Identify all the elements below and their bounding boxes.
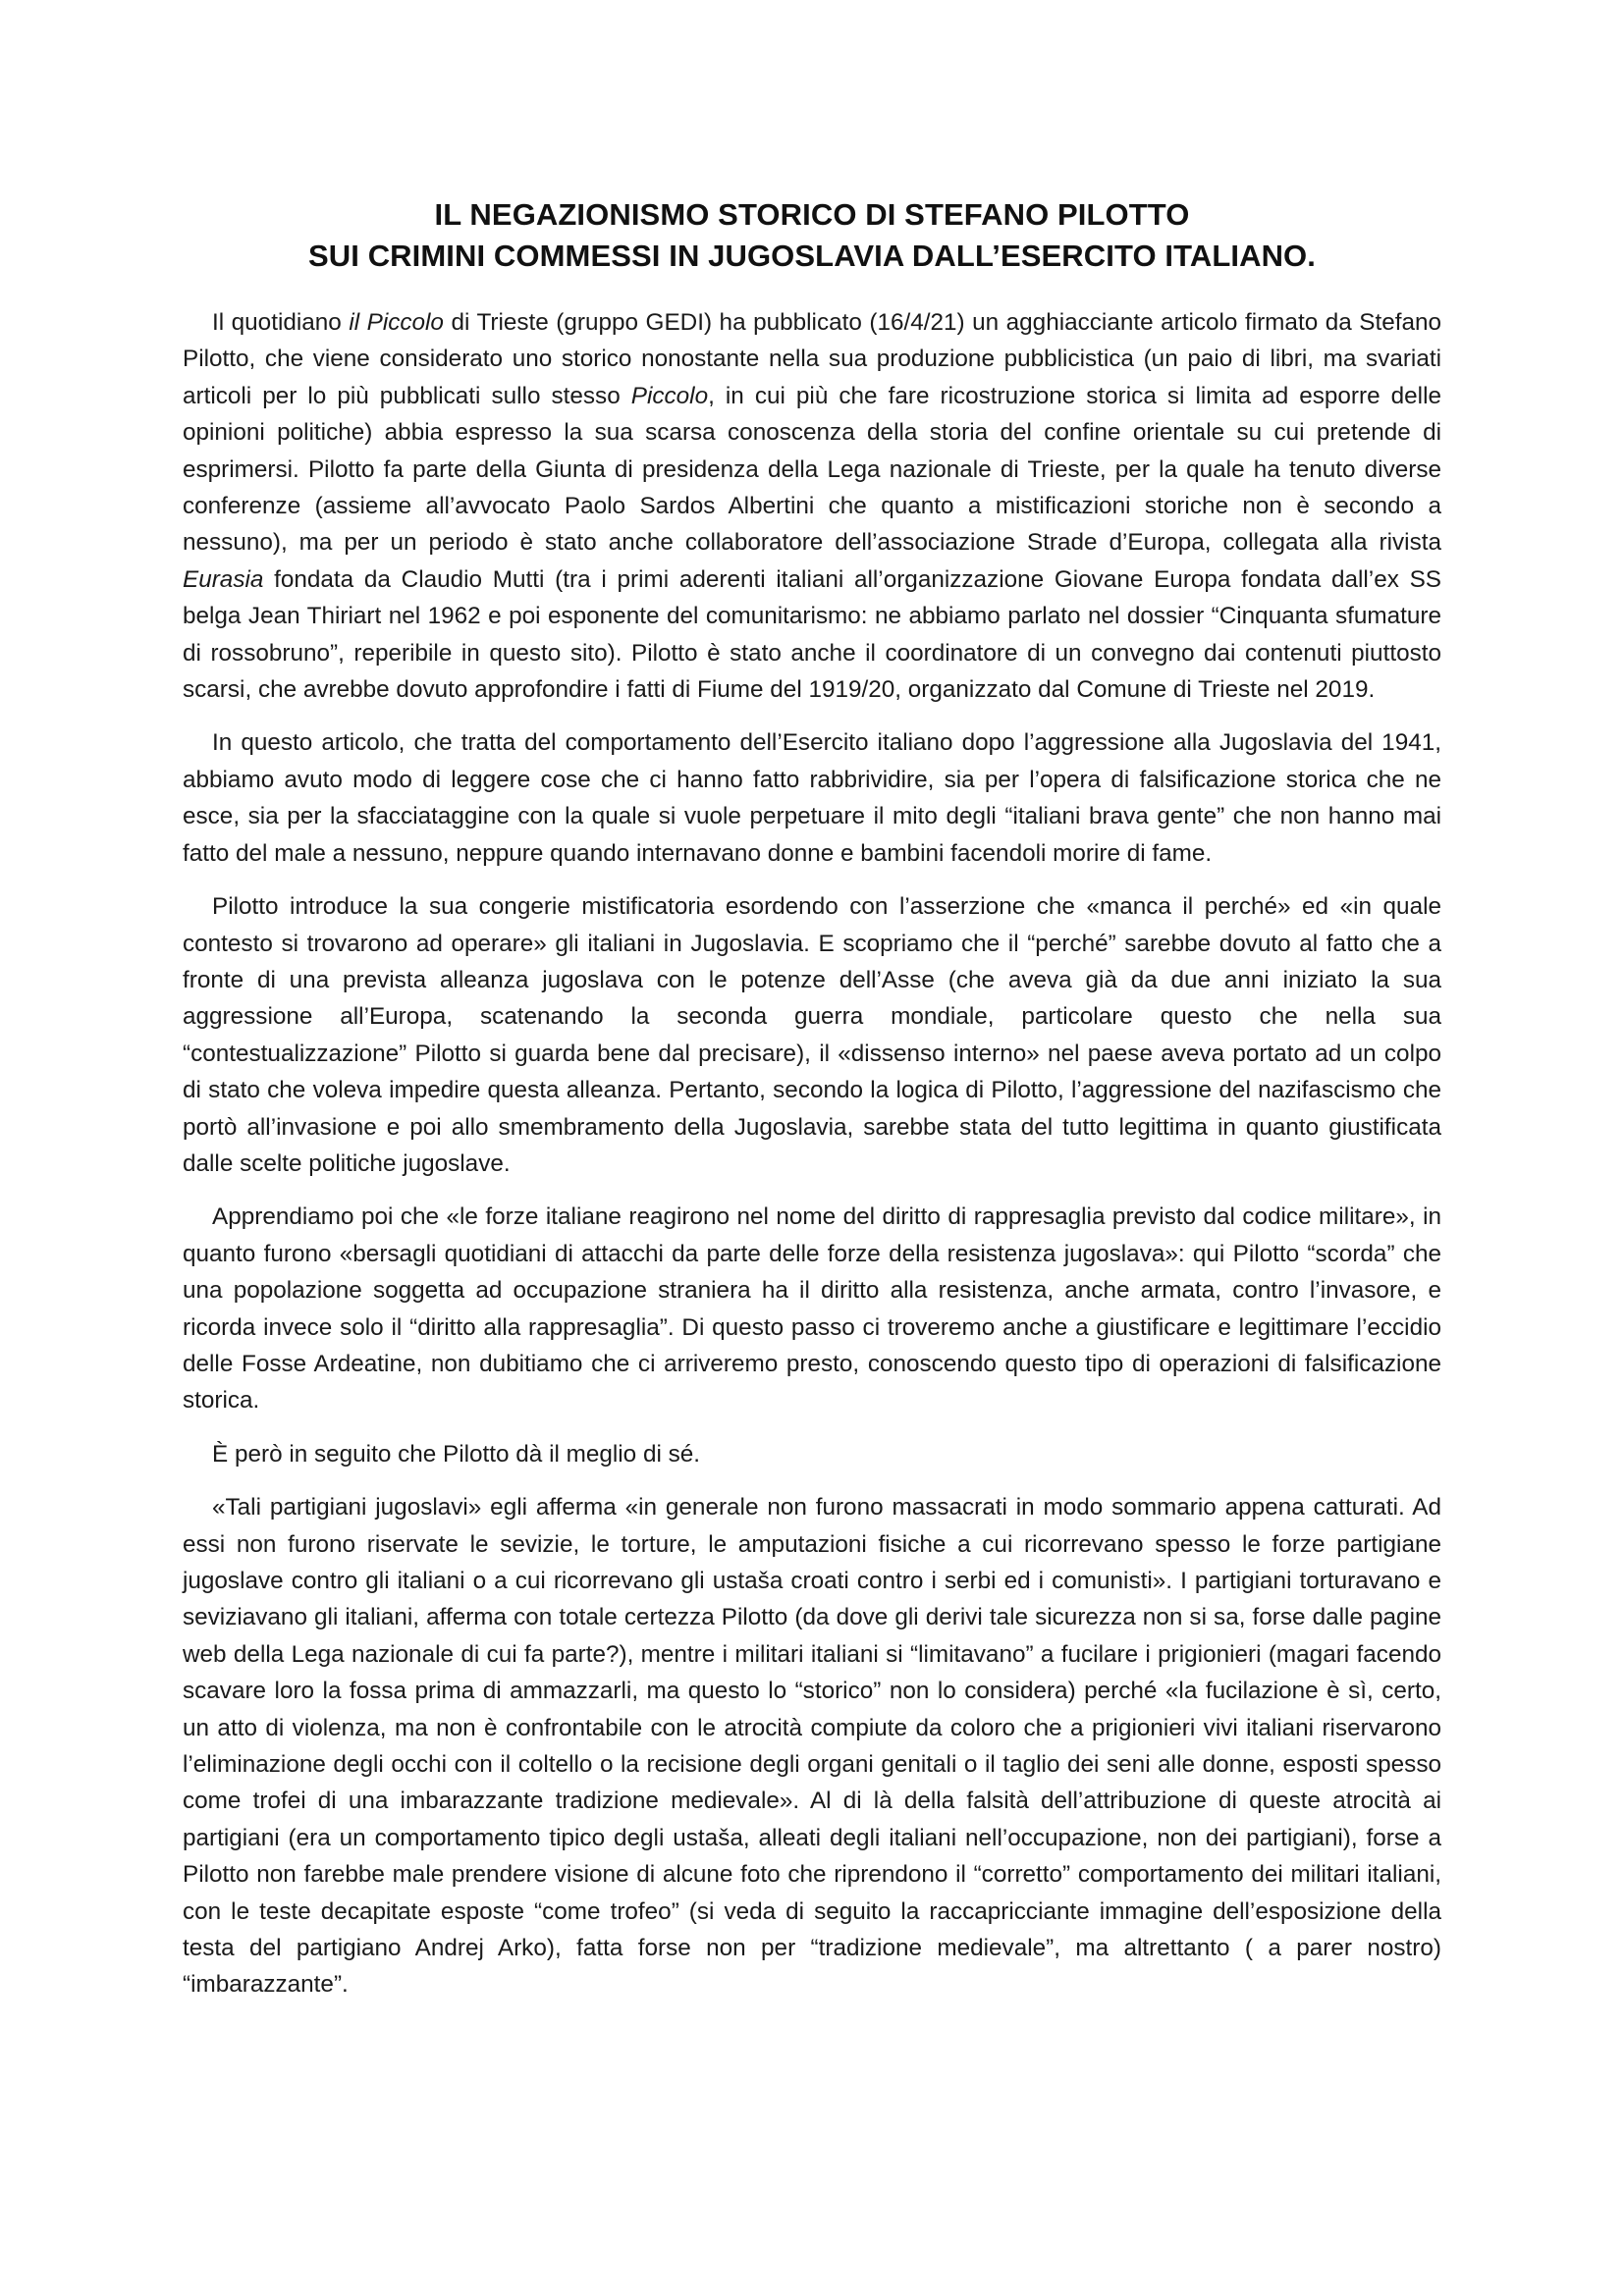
magazine-name-italic: Eurasia	[183, 565, 264, 593]
newspaper-name-italic: il Piccolo	[349, 309, 444, 336]
paragraph-1-part-c: di Trieste (gruppo GEDI) ha pubblicato (16/4/21) un agghiacciante articolo firmato da Stefano Pilotto, che viene considerato uno storico nonostante nella sua produzione pubblicistica (un paio di libri, ma svariati articoli per lo più pubblicati sullo stesso	[183, 309, 1442, 409]
newspaper-name-italic-2: Piccolo	[630, 382, 709, 409]
document-title	[183, 194, 1441, 277]
article-body	[183, 304, 1441, 2020]
paragraph-1	[183, 304, 1441, 708]
paragraph-1-part-a: Il quotidiano	[212, 309, 350, 336]
paragraph-2: In questo articolo, che tratta del comportamento dell’Esercito italiano dopo l’aggressione alla Jugoslavia del 1941, abbiamo avuto modo di leggere cose che ci hanno fatto rabbrividire, sia per l’opera di falsificazione storica che ne esce, sia per la sfacciataggine con la quale si vuole perpetuare il mito degli “italiani brava gente” che non hanno mai fatto del male a nessuno, neppure quando internavano donne e bambini facendoli morire di fame.	[183, 729, 1441, 867]
paragraph-4: Apprendiamo poi che «le forze italiane reagirono nel nome del diritto di rappresaglia previsto dal codice militare», in quanto furono «bersagli quotidiani di attacchi da parte delle forze della resistenza jugoslava»: qui Pilotto “scorda” che una popolazione soggetta ad occupazione straniera ha il diritto alla resistenza, anche armata, contro l’invasore, e ricorda invece solo il “diritto alla rappresaglia”. Di questo passo ci troveremo anche a giustificare e legittimare l’eccidio delle Fosse Ardeatine, non dubitiamo che ci arriveremo presto, conoscendo questo tipo di operazioni di falsificazione storica.	[183, 1203, 1441, 1415]
title-line-1: IL NEGAZIONISMO STORICO DI STEFANO PILOTTO	[434, 197, 1190, 232]
title-line-2: SUI CRIMINI COMMESSI IN JUGOSLAVIA DALL’ESERCITO ITALIANO.	[308, 239, 1316, 273]
paragraph-1-part-e: , in cui più che fare ricostruzione storica si limita ad esporre delle opinioni politiche) abbia espresso la sua scarsa conoscenza della storia del confine orientale su cui pretende di esprimersi. Pilotto fa parte della Giunta di presidenza della Lega nazionale di Trieste, per la quale ha tenuto diverse conferenze (assieme all’avvocato Paolo Sardos Albertini che quanto a mistificazioni storiche non è secondo a nessuno), ma per un periodo è stato anche collaboratore dell’associazione Strade d’Europa, collegata alla rivista	[183, 382, 1441, 557]
paragraph-6: «Tali partigiani jugoslavi» egli afferma «in generale non furono massacrati in modo sommario appena catturati. Ad essi non furono riservate le sevizie, le torture, le amputazioni fisiche a cui ricorrevano spesso le forze partigiane jugoslave contro gli italiani o a cui ricorrevano gli ustaša croati contro i serbi ed i comunisti». I partigiani torturavano e seviziavano gli italiani, afferma con totale certezza Pilotto (da dove gli derivi tale sicurezza non si sa, forse dalle pagine web della Lega nazionale di cui fa parte?), mentre i militari italiani si “limitavano” a fucilare i prigionieri (magari facendo scavare loro la fossa prima di ammazzarli, ma questo lo “storico” non lo considera) perché «la fucilazione è sì, certo, un atto di violenza, ma non è confrontabile con le atrocità compiute da coloro che a prigionieri vivi italiani riservarono l’eliminazione degli occhi con il coltello o la recisione degli organi genitali o il taglio dei seni alle donne, esposti spesso come trofei di una imbarazzante tradizione medievale». Al di là della falsità dell’attribuzione di queste atrocità ai partigiani (era un comportamento tipico degli ustaša, alleati degli italiani nell’occupazione, non dei partigiani), forse a Pilotto non farebbe male prendere visione di alcune foto che riprendono il “corretto” comportamento dei militari italiani, con le teste decapitate esposte “come trofeo” (si veda di seguito la raccapricciante immagine dell’esposizione della testa del partigiano Andrej Arko), fatta forse non per “tradizione medievale”, ma altrettanto ( a parer nostro) “imbarazzante”.	[183, 1494, 1441, 1999]
paragraph-5: È però in seguito che Pilotto dà il meglio di sé.	[212, 1440, 701, 1468]
paragraph-1-part-g: fondata da Claudio Mutti (tra i primi aderenti italiani all’organizzazione Giovane Europa fondata dall’ex SS belga Jean Thiriart nel 1962 e poi esponente del comunitarismo: ne abbiamo parlato nel dossier “Cinquanta sfumature di rossobruno”, reperibile in questo sito). Pilotto è stato anche il coordinatore di un convegno dai contenuti piuttosto scarsi, che avrebbe dovuto approfondire i fatti di Fiume del 1919/20, organizzato dal Comune di Trieste nel 2019.	[183, 565, 1441, 704]
paragraph-3: Pilotto introduce la sua congerie mistificatoria esordendo con l’asserzione che «manca il perché» ed «in quale contesto si trovarono ad operare» gli italiani in Jugoslavia. E scopriamo che il “perché” sarebbe dovuto al fatto che a fronte di una prevista alleanza jugoslava con le potenze dell’Asse (che aveva già da due anni iniziato la sua aggressione all’Europa, scatenando la seconda guerra mondiale, particolare questo che nella sua “contestualizzazione” Pilotto si guarda bene dal precisare), il «dissenso interno» nel paese aveva portato ad un colpo di stato che voleva impedire questa alleanza. Pertanto, secondo la logica di Pilotto, l’aggressione del nazifascismo che portò all’invasione e poi allo smembramento della Jugoslavia, sarebbe stata del tutto legittima in quanto giustificata dalle scelte politiche jugoslave.	[183, 893, 1441, 1177]
